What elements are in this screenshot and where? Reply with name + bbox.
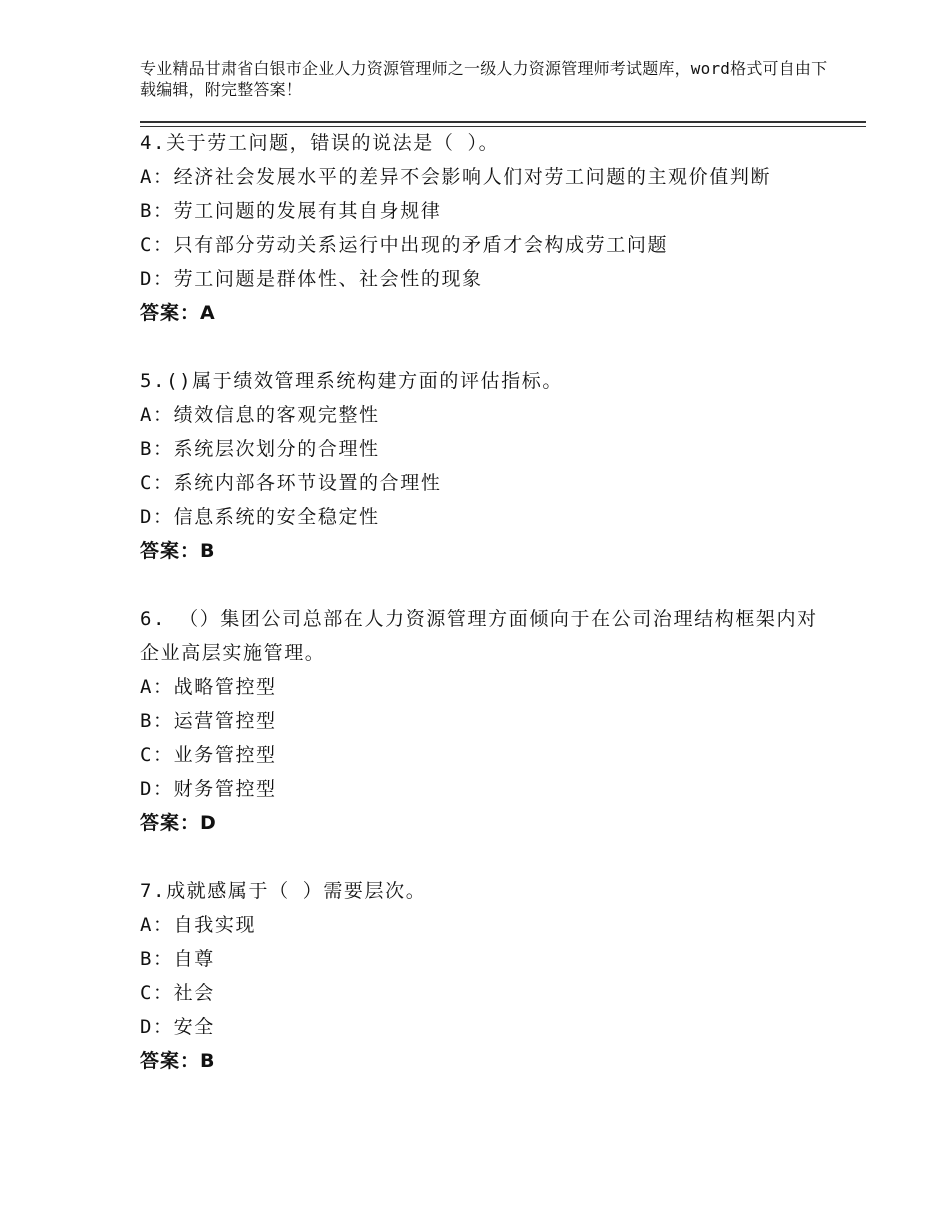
option-d: D：信息系统的安全稳定性 xyxy=(140,506,380,528)
option-a: A：绩效信息的客观完整性 xyxy=(140,404,380,426)
option-c: C：业务管控型 xyxy=(140,744,277,766)
question-7 xyxy=(140,874,840,1078)
answer: 答案：B xyxy=(140,540,216,562)
option-a: A：战略管控型 xyxy=(140,676,277,698)
answer: 答案：B xyxy=(140,1050,216,1072)
option-b: B：自尊 xyxy=(140,948,215,970)
answer: 答案：A xyxy=(140,302,216,324)
option-d: D：财务管控型 xyxy=(140,778,277,800)
option-c: C：只有部分劳动关系运行中出现的矛盾才会构成劳工问题 xyxy=(140,234,669,256)
option-b: B：系统层次划分的合理性 xyxy=(140,438,380,460)
question-stem: 6. （）集团公司总部在人力资源管理方面倾向于在公司治理结构框架内对企业高层实施管理。 xyxy=(140,608,818,664)
question-stem: 4.关于劳工问题，错误的说法是（ ）。 xyxy=(140,132,500,154)
answer: 答案：D xyxy=(140,812,217,834)
option-a: A：自我实现 xyxy=(140,914,257,936)
question-5 xyxy=(140,364,840,568)
question-stem: 5.()属于绩效管理系统构建方面的评估指标。 xyxy=(140,370,563,392)
option-b: B：劳工问题的发展有其自身规律 xyxy=(140,200,442,222)
option-b: B：运营管控型 xyxy=(140,710,277,732)
option-c: C：社会 xyxy=(140,982,215,1004)
question-stem: 7.成就感属于（ ）需要层次。 xyxy=(140,880,427,902)
option-d: D：安全 xyxy=(140,1016,215,1038)
option-d: D：劳工问题是群体性、社会性的现象 xyxy=(140,268,483,290)
question-4 xyxy=(140,126,840,330)
question-list xyxy=(140,126,840,1112)
document-header: 专业精品甘肃省白银市企业人力资源管理师之一级人力资源管理师考试题库，word格式可自由下载编辑，附完整答案！ xyxy=(140,59,828,99)
option-c: C：系统内部各环节设置的合理性 xyxy=(140,472,442,494)
option-a: A：经济社会发展水平的差异不会影响人们对劳工问题的主观价值判断 xyxy=(140,166,772,188)
question-6 xyxy=(140,602,840,840)
